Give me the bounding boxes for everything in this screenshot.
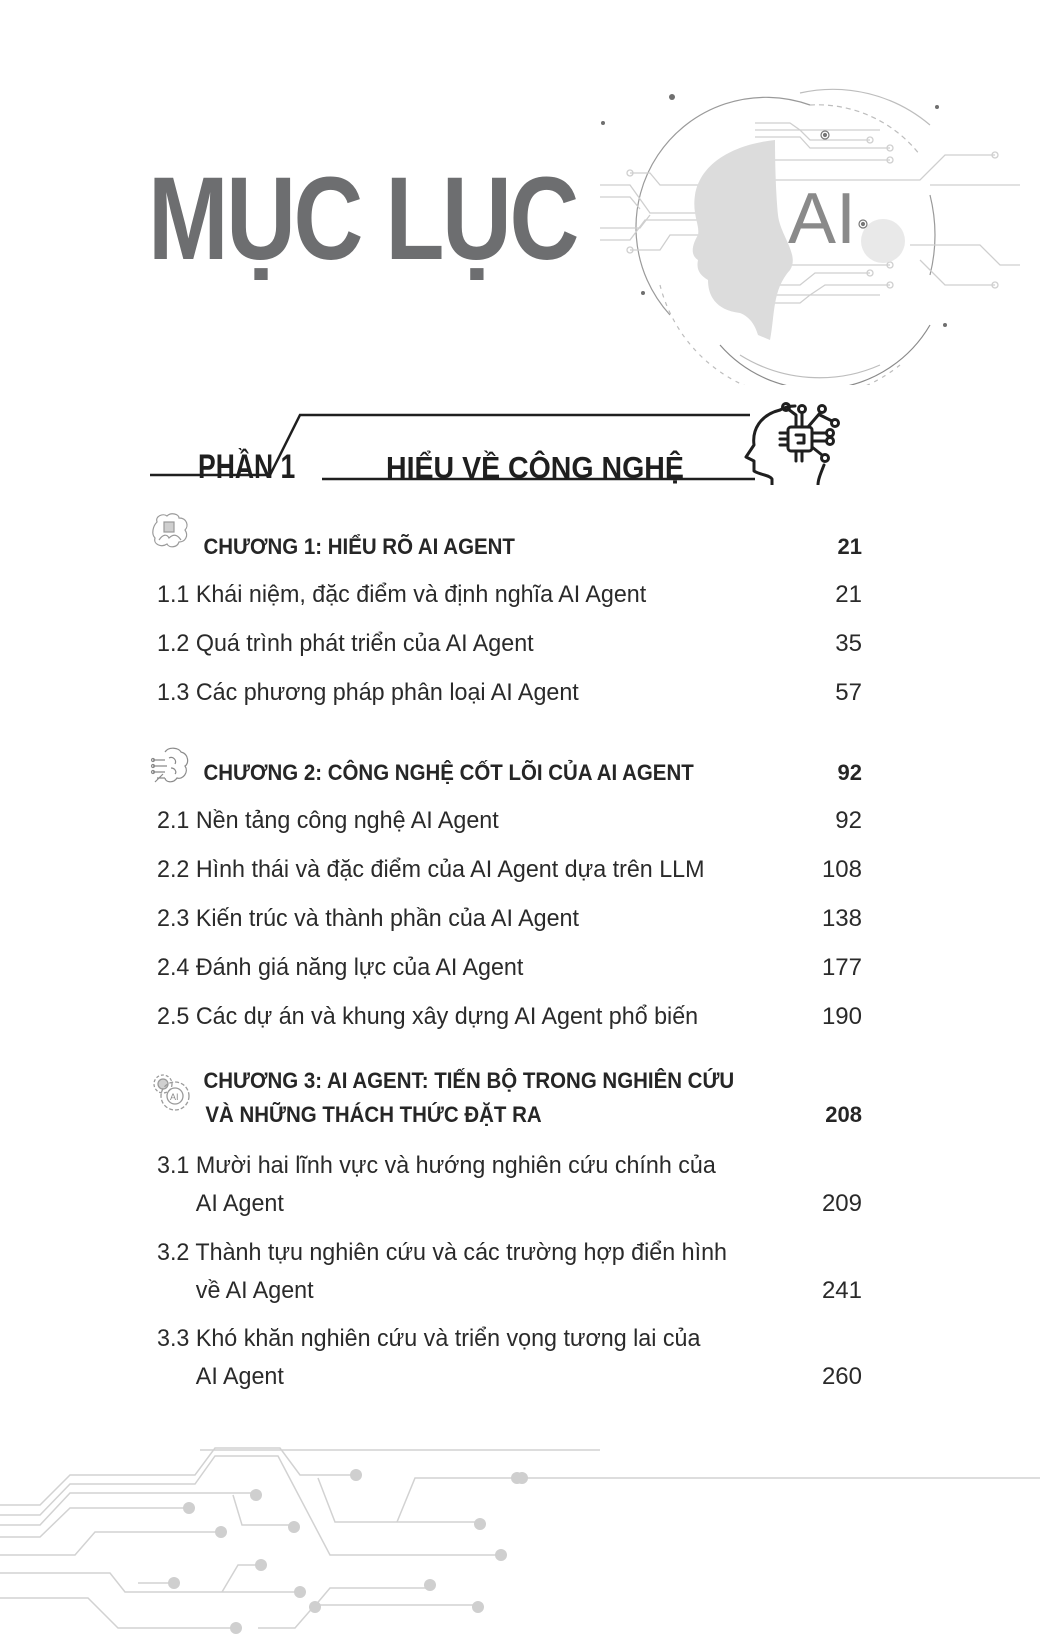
section-title-line-2: về AI Agent bbox=[195, 1277, 314, 1304]
section-title bbox=[157, 1320, 700, 1396]
section-entry[interactable] bbox=[157, 850, 862, 890]
page-number: 190 bbox=[821, 1003, 862, 1030]
page-title: MỤC LỤC bbox=[148, 153, 577, 285]
page-number: 21 bbox=[837, 534, 862, 559]
section-title-line-1: 3.2 Thành tựu nghiên cứu và các trường hợp điển hình bbox=[157, 1239, 727, 1266]
page-number: 241 bbox=[821, 1277, 862, 1304]
section-title-line-2: AI Agent bbox=[195, 1363, 284, 1390]
section-title-line-2: AI Agent bbox=[195, 1190, 284, 1217]
section-title-line-1: 3.1 Mười hai lĩnh vực và hướng nghiên cứu chính của bbox=[157, 1152, 716, 1179]
chapter-title-line-1: CHƯƠNG 3: AI AGENT: TIẾN BỘ TRONG NGHIÊN CỨU bbox=[203, 1068, 735, 1093]
section-entry[interactable] bbox=[157, 948, 862, 988]
page-number: 92 bbox=[837, 760, 862, 785]
section-entry[interactable] bbox=[157, 1147, 862, 1223]
head-silhouette-icon bbox=[693, 140, 793, 340]
chapter-2-entry[interactable] bbox=[157, 753, 862, 793]
chapter-1-entry[interactable] bbox=[157, 527, 862, 567]
section-entry[interactable] bbox=[157, 673, 862, 713]
part-title: HIỂU VỀ CÔNG NGHỆ bbox=[386, 450, 684, 485]
ai-head-illustration bbox=[600, 85, 1020, 385]
svg-text:AI: AI bbox=[170, 1092, 179, 1102]
section-entry[interactable] bbox=[157, 899, 862, 939]
section-title: 2.4 Đánh giá năng lực của AI Agent bbox=[157, 954, 524, 981]
chapter-title: CHƯƠNG 2: CÔNG NGHỆ CỐT LÕI CỦA AI AGENT bbox=[203, 760, 694, 785]
chapter-3-entry[interactable] bbox=[157, 1064, 862, 1132]
ai-badge-text: AI bbox=[788, 179, 857, 259]
part-header bbox=[150, 400, 890, 510]
chapter-title-line-2: VÀ NHỮNG THÁCH THỨC ĐẶT RA bbox=[205, 1102, 542, 1127]
section-entry[interactable] bbox=[157, 801, 862, 841]
section-title: 1.1 Khái niệm, đặc điểm và định nghĩa AI Agent bbox=[157, 581, 647, 608]
section-entry[interactable] bbox=[157, 624, 862, 664]
section-title: 2.5 Các dự án và khung xây dựng AI Agent phổ biến bbox=[157, 1003, 699, 1030]
section-title: 1.2 Quá trình phát triển của AI Agent bbox=[157, 630, 534, 657]
part-label: PHẦN 1 bbox=[198, 448, 296, 486]
section-entry[interactable] bbox=[157, 997, 862, 1037]
page-number: 35 bbox=[835, 630, 862, 657]
section-title bbox=[157, 1147, 716, 1223]
page-number: 177 bbox=[821, 954, 862, 981]
circuit-decoration bbox=[0, 1400, 1040, 1646]
page-number: 108 bbox=[821, 856, 862, 883]
section-title: 2.2 Hình thái và đặc điểm của AI Agent dựa trên LLM bbox=[157, 856, 705, 883]
page-number: 92 bbox=[835, 807, 862, 834]
section-entry[interactable] bbox=[157, 1234, 862, 1310]
section-title: 1.3 Các phương pháp phân loại AI Agent bbox=[157, 679, 579, 706]
section-title: 2.1 Nền tảng công nghệ AI Agent bbox=[157, 807, 499, 834]
page-number: 260 bbox=[821, 1363, 862, 1390]
page-number: 57 bbox=[835, 679, 862, 706]
section-entry[interactable] bbox=[157, 575, 862, 615]
section-title-line-1: 3.3 Khó khăn nghiên cứu và triển vọng tương lai của bbox=[157, 1325, 701, 1352]
chapter-title bbox=[157, 1064, 734, 1132]
page-number: 209 bbox=[821, 1190, 862, 1217]
page-number: 138 bbox=[821, 905, 862, 932]
section-entry[interactable] bbox=[157, 1320, 862, 1396]
section-title: 2.3 Kiến trúc và thành phần của AI Agent bbox=[157, 905, 579, 932]
page-number: 208 bbox=[825, 1102, 862, 1127]
chapter-title: CHƯƠNG 1: HIỂU RÕ AI AGENT bbox=[203, 534, 515, 559]
page-number: 21 bbox=[835, 581, 862, 608]
head-circuit-icon bbox=[740, 375, 850, 485]
section-title bbox=[157, 1234, 727, 1310]
